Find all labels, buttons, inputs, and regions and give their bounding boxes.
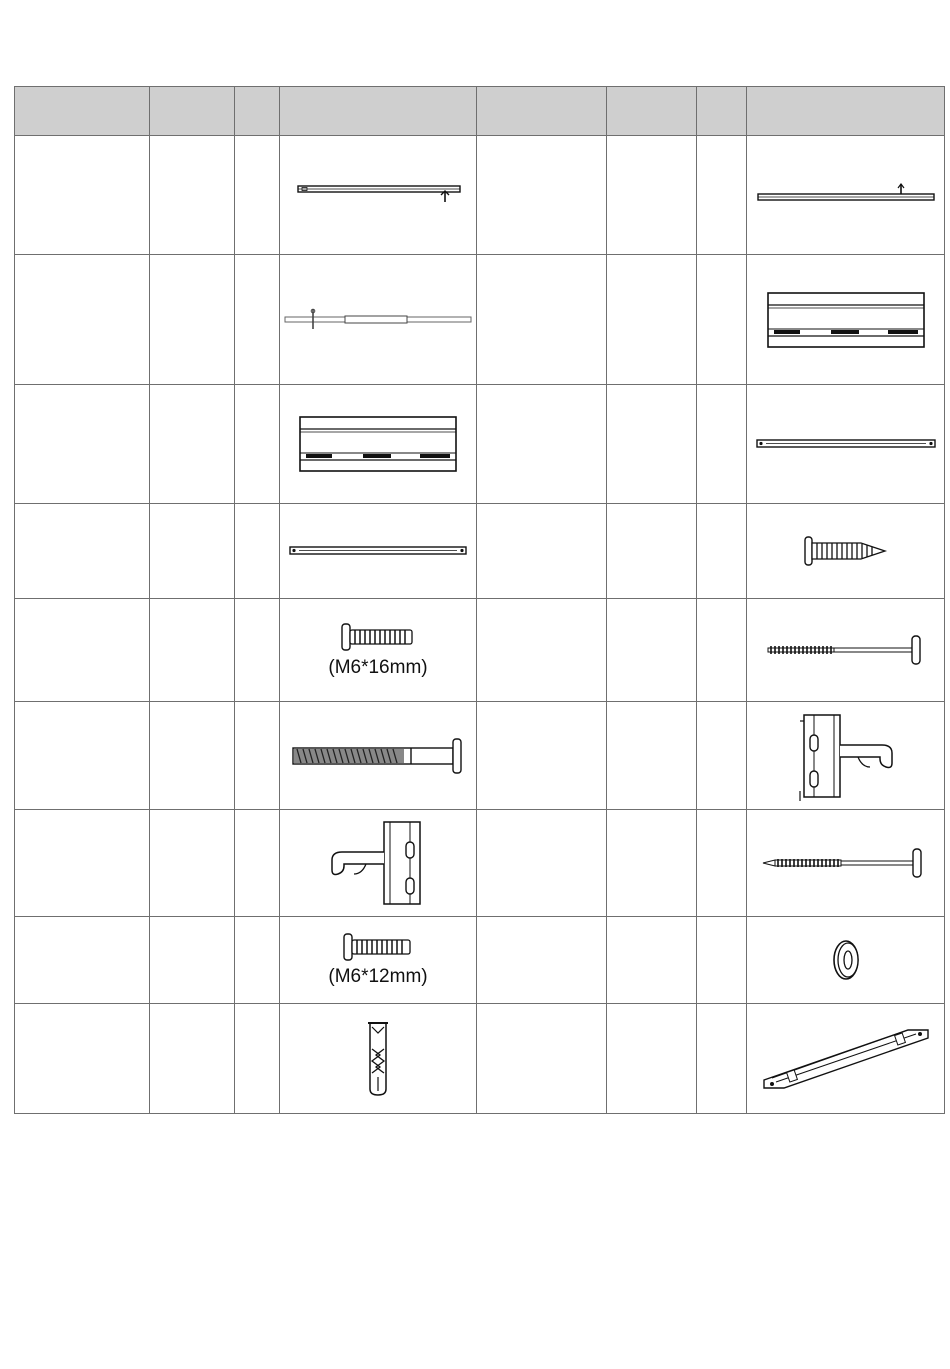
table-cell xyxy=(150,504,235,599)
table-cell xyxy=(607,385,697,504)
table-cell xyxy=(15,255,150,385)
part-size-label: (M6*16mm) xyxy=(328,657,428,678)
angled-strap-icon xyxy=(758,1024,934,1094)
table-cell xyxy=(150,255,235,385)
table-cell xyxy=(697,810,747,917)
table-cell xyxy=(697,385,747,504)
header-cell xyxy=(235,87,280,136)
table-row xyxy=(15,702,945,810)
header-cell xyxy=(15,87,150,136)
table-cell xyxy=(15,136,150,255)
table-row xyxy=(15,917,945,1004)
hook-bracket-icon xyxy=(796,711,896,801)
telescopic-rod-icon xyxy=(283,305,473,335)
part-image-cell xyxy=(747,504,945,599)
table-cell xyxy=(607,504,697,599)
table-cell xyxy=(15,1004,150,1114)
part-image-cell xyxy=(747,917,945,1004)
long-nail-icon xyxy=(759,846,933,880)
table-cell xyxy=(150,385,235,504)
part-image-cell xyxy=(280,599,477,702)
table-header-row xyxy=(15,87,945,136)
table-row xyxy=(15,810,945,917)
machine-screw-icon xyxy=(338,621,418,653)
table-cell xyxy=(150,599,235,702)
part-image-cell xyxy=(747,136,945,255)
table-cell xyxy=(150,136,235,255)
table-cell xyxy=(235,599,280,702)
table-cell xyxy=(477,599,607,702)
header-cell xyxy=(607,87,697,136)
table-cell xyxy=(697,1004,747,1114)
table-cell xyxy=(235,810,280,917)
part-image-cell xyxy=(280,504,477,599)
table-cell xyxy=(235,1004,280,1114)
part-image-cell xyxy=(747,810,945,917)
header-cell xyxy=(477,87,607,136)
table-cell xyxy=(235,136,280,255)
table-cell xyxy=(697,702,747,810)
table-cell xyxy=(235,504,280,599)
table-cell xyxy=(15,702,150,810)
table-row xyxy=(15,136,945,255)
table-cell xyxy=(235,255,280,385)
flat-bar-icon xyxy=(754,434,938,454)
part-image-cell xyxy=(280,702,477,810)
wall-anchor-icon xyxy=(358,1019,398,1099)
table-cell xyxy=(607,599,697,702)
part-size-label: (M6*12mm) xyxy=(328,966,428,987)
table-cell xyxy=(150,1004,235,1114)
table-cell xyxy=(235,917,280,1004)
table-cell xyxy=(607,702,697,810)
table-cell xyxy=(477,385,607,504)
long-screw-icon xyxy=(764,633,928,667)
table-cell xyxy=(697,599,747,702)
table-cell xyxy=(150,702,235,810)
part-image-cell xyxy=(280,1004,477,1114)
table-cell xyxy=(477,504,607,599)
table-cell xyxy=(607,810,697,917)
mounting-bracket-plate-icon xyxy=(298,413,458,475)
table-cell xyxy=(607,1004,697,1114)
part-image-cell xyxy=(747,599,945,702)
table-cell xyxy=(607,136,697,255)
part-image-cell xyxy=(280,917,477,1004)
table-row xyxy=(15,504,945,599)
table-cell xyxy=(15,810,150,917)
table-cell xyxy=(607,917,697,1004)
hook-bracket-icon xyxy=(328,818,428,908)
table-cell xyxy=(697,255,747,385)
mounting-bracket-plate-icon xyxy=(766,289,926,351)
table-cell xyxy=(477,1004,607,1114)
table-cell xyxy=(607,255,697,385)
part-image-cell xyxy=(747,255,945,385)
table-cell xyxy=(477,810,607,917)
wood-screw-icon xyxy=(801,534,891,568)
table-row xyxy=(15,1004,945,1114)
table-cell xyxy=(15,599,150,702)
table-cell xyxy=(15,504,150,599)
header-cell xyxy=(150,87,235,136)
table-cell xyxy=(697,917,747,1004)
table-cell xyxy=(477,917,607,1004)
washer-icon xyxy=(826,935,866,985)
table-row xyxy=(15,255,945,385)
rail-with-pin-icon xyxy=(754,180,938,210)
rail-with-pin-icon xyxy=(293,180,463,210)
table-cell xyxy=(15,385,150,504)
part-image-cell xyxy=(747,385,945,504)
header-cell xyxy=(697,87,747,136)
table-cell xyxy=(235,702,280,810)
header-cell xyxy=(280,87,477,136)
flat-bar-icon xyxy=(287,541,469,561)
table-cell xyxy=(150,810,235,917)
table-cell xyxy=(15,917,150,1004)
table-cell xyxy=(697,504,747,599)
table-cell xyxy=(477,136,607,255)
table-row xyxy=(15,385,945,504)
table-cell xyxy=(235,385,280,504)
part-image-cell xyxy=(280,136,477,255)
part-image-cell xyxy=(280,255,477,385)
table-cell xyxy=(477,702,607,810)
part-image-cell xyxy=(280,385,477,504)
parts-table xyxy=(14,86,945,1114)
header-cell xyxy=(747,87,945,136)
table-cell xyxy=(697,136,747,255)
machine-screw-icon xyxy=(340,932,416,962)
table-cell xyxy=(477,255,607,385)
part-image-cell xyxy=(747,702,945,810)
table-cell xyxy=(150,917,235,1004)
table-row xyxy=(15,599,945,702)
part-image-cell xyxy=(280,810,477,917)
part-image-cell xyxy=(747,1004,945,1114)
threaded-bolt-icon xyxy=(289,736,467,776)
